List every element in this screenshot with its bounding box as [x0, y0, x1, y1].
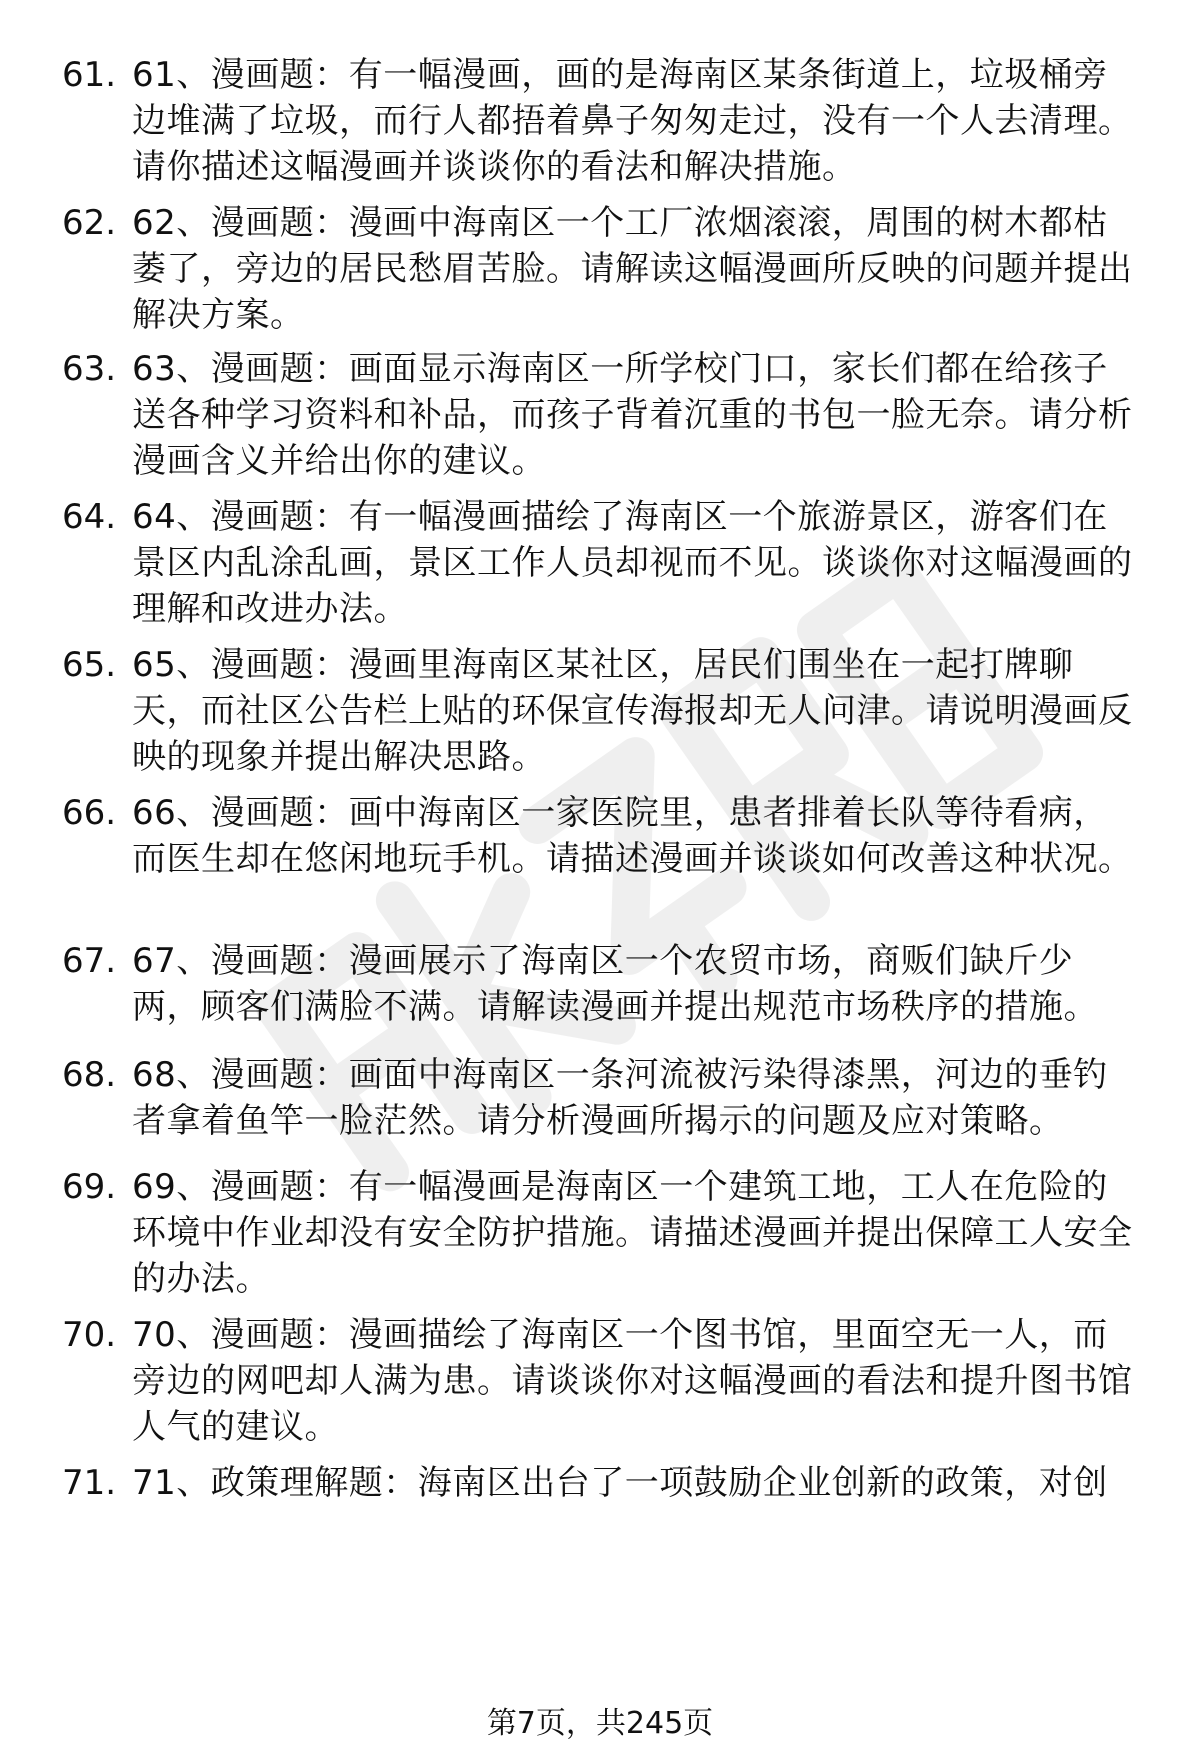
question-text: 70、漫画题：漫画描绘了海南区一个图书馆，里面空无一人，而旁边的网吧却人满为患。请谈谈你对这幅漫画的看法和提升图书馆人气的建议。 — [132, 1315, 1133, 1447]
question-item — [62, 494, 1142, 644]
question-number: 66. — [62, 793, 117, 833]
question-item — [62, 1460, 1142, 1610]
question-number: 70. — [62, 1315, 117, 1355]
question-text: 65、漫画题：漫画里海南区某社区，居民们围坐在一起打牌聊天，而社区公告栏上贴的环保宣传海报却无人问津。请说明漫画反映的现象并提出解决思路。 — [132, 645, 1133, 777]
question-number: 71. — [62, 1463, 117, 1503]
question-number: 64. — [62, 497, 117, 537]
question-number: 61. — [62, 55, 117, 95]
question-number: 62. — [62, 203, 117, 243]
question-text: 66、漫画题：画中海南区一家医院里，患者排着长队等待看病，而医生却在悠闲地玩手机。请描述漫画并谈谈如何改善这种状况。 — [132, 793, 1133, 879]
question-text: 61、漫画题：有一幅漫画，画的是海南区某条街道上，垃圾桶旁边堆满了垃圾，而行人都捂着鼻子匆匆走过，没有一个人去清理。请你描述这幅漫画并谈谈你的看法和解决措施。 — [132, 55, 1133, 187]
page-number-footer: 第7页，共245页 — [486, 1706, 714, 1741]
question-text: 64、漫画题：有一幅漫画描绘了海南区一个旅游景区，游客们在景区内乱涂乱画，景区工作人员却视而不见。谈谈你对这幅漫画的理解和改进办法。 — [132, 497, 1133, 629]
question-number: 67. — [62, 941, 117, 981]
question-number: 69. — [62, 1167, 117, 1207]
question-item — [62, 790, 1142, 940]
question-number: 65. — [62, 645, 117, 685]
question-item — [62, 642, 1142, 792]
question-text: 68、漫画题：画面中海南区一条河流被污染得漆黑，河边的垂钓者拿着鱼竿一脸茫然。请分析漫画所揭示的问题及应对策略。 — [132, 1055, 1108, 1141]
question-text: 67、漫画题：漫画展示了海南区一个农贸市场，商贩们缺斤少两，顾客们满脸不满。请解读漫画并提出规范市场秩序的措施。 — [132, 941, 1098, 1027]
question-text: 69、漫画题：有一幅漫画是海南区一个建筑工地，工人在危险的环境中作业却没有安全防护措施。请描述漫画并提出保障工人安全的办法。 — [132, 1167, 1133, 1299]
question-item — [62, 52, 1142, 202]
question-item — [62, 346, 1142, 496]
question-text: 62、漫画题：漫画中海南区一个工厂浓烟滚滚，周围的树木都枯萎了，旁边的居民愁眉苦脸。请解读这幅漫画所反映的问题并提出解决方案。 — [132, 203, 1133, 335]
question-text: 71、政策理解题：海南区出台了一项鼓励企业创新的政策，对创 — [132, 1463, 1108, 1503]
question-item — [62, 200, 1142, 350]
question-number: 68. — [62, 1055, 117, 1095]
question-item — [62, 1312, 1142, 1462]
question-item — [62, 1164, 1142, 1314]
question-number: 63. — [62, 349, 117, 389]
question-text: 63、漫画题：画面显示海南区一所学校门口，家长们都在给孩子送各种学习资料和补品，而孩子背着沉重的书包一脸无奈。请分析漫画含义并给出你的建议。 — [132, 349, 1133, 481]
